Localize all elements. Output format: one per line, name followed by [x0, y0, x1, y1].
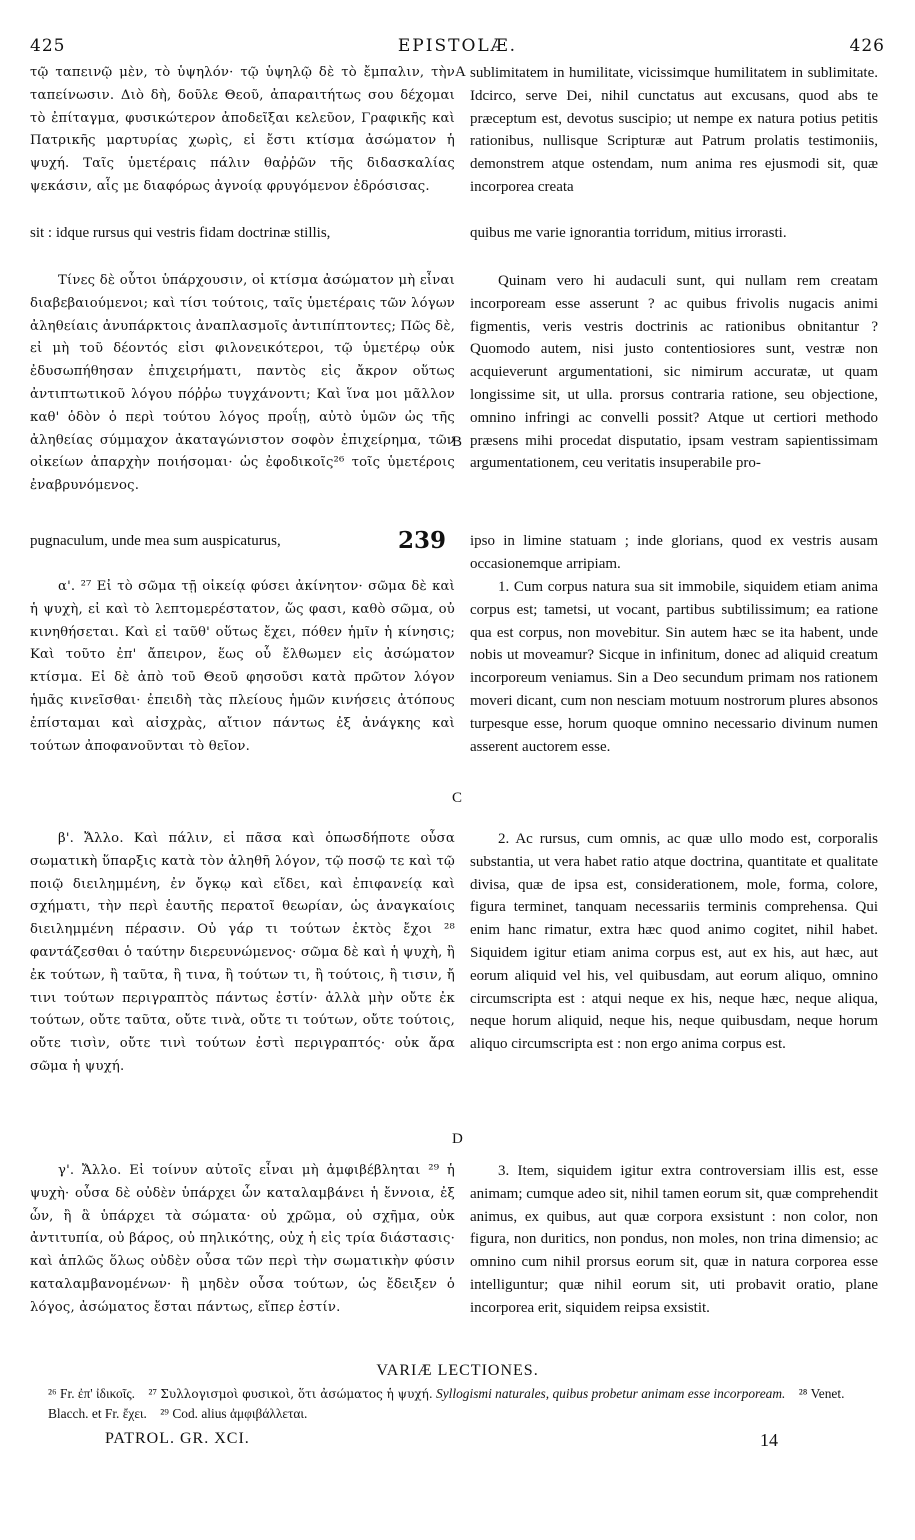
note-number: ²⁹	[160, 1406, 169, 1421]
latin-column-block-2	[470, 270, 878, 475]
margin-marker-d: D	[452, 1131, 463, 1147]
greek-paragraph: τῷ ταπεινῷ μὲν, τὸ ὑψηλόν· τῷ ὑψηλῷ δὲ τὸ ἔμπαλιν, τὴν ταπείνωσιν. Διὸ δὴ, δοῦλε Θεοῦ, ἀπαραιτήτως σου δέχομαι τὸ ἐπίταγμα, φυσικώτερον ἀποδεῖξαι κελεῦον, Γραφικῆς καὶ Πατρικῆς μαρτυρίας χωρὶς, εἰ ἔστι κτίσμα ἀσώματον ἡ ψυχή. Ταῖς ὑμετέραις πάλιν θαῤῥῶν τῆς διδασκαλίας ψεκάσιν, αἷς με διαφόρως ἀγνοίᾳ φρυγόμενον ἐδρόσισας.	[30, 65, 455, 194]
note-number: ²⁸	[798, 1386, 808, 1401]
column-number: 239	[398, 527, 447, 554]
note-text-latin: Syllogismi naturales, quibus probetur animam esse incorpoream.	[436, 1386, 786, 1401]
greek-paragraph: α'. ²⁷ Εἰ τὸ σῶμα τῇ οἰκείᾳ φύσει ἀκίνητον· σῶμα δὲ καὶ ἡ ψυχὴ, εἰ καὶ τὸ λεπτομερέστατον, ὥς φασι, καθὸ σῶμα, οὐ κινηθήσεται. Καὶ εἰ ταῦθ' οὕτως ἔχει, πόθεν ἡμῖν ἡ κίνησις; Καὶ τοῦτο ἐπ' ἄπειρον, ἕως οὗ ἔλθωμεν εἰς ἀσώματον κτίσμα. Εἰ δὲ ἀπὸ τοῦ Θεοῦ φησοῦσι κατὰ πρῶτον λόγον ἡμᾶς κινεῖσθαι· ἐπειδὴ τὰς πλείους ἡμῶν κινήσεις ἀτόπους ἐπίσταμαι καὶ αἰσχρὰς, αἴτιον πάντως ἐξ ἀνάγκης καὶ τούτων ἀποφανοῦνται τὸ θεῖον.	[30, 579, 455, 754]
greek-column-block-2	[30, 270, 455, 498]
note-number: ²⁷	[148, 1386, 158, 1401]
latin-paragraph: 1. Cum corpus natura sua sit immobile, siquidem etiam anima corpus est; tametsi, ut vocant, partibus subtilissimum; ea ratione qua est corpus, non movebitur. Sin autem hæc se ita habent, unde nobis ut moveamur? Sicque in infinitum, donec ad aliquid creatum incorporeum veniamus. Sin a Deo secundum primam nos rationem moveri dicant, cum non nesciam motuum nostrorum plures absonos turpesque esse, horum quoque omnino necessario divinum numen asserent auctorem esse.	[470, 579, 878, 755]
footer-signature: 14	[760, 1430, 778, 1450]
note-text: Venet. Blacch. et Fr. ἔχει.	[48, 1386, 845, 1421]
footer-series: PATROL. GR. XCI.	[105, 1430, 250, 1447]
latin-paragraph: Quinam vero hi audaculi sunt, qui nullam rem creatam incorpoream esse asserunt ? ac quibus frivolis nugacis animi figmentis, veris vestris doctrinis ac rationibus obnitantur ? Quomodo autem, nisi justo contentiosiores sunt, vestræ non acquieverunt argumentationi, sic nimirum accuratæ, ut quam longissime sit, ut ulla. prorsus contraria ratione, seu objectione, omnino infringi ac convelli possit? Atque ut certiori methodo præsens mihi procedat disputatio, ipsam vestram sapientissimam argumentationem, ceu veritatis insuperabile pro-	[470, 273, 878, 472]
greek-column-block-1	[30, 62, 455, 199]
note-text: Cod. alius ἀμφιβάλλεται.	[172, 1406, 308, 1421]
latin-paragraph: 3. Item, siquidem igitur extra controversiam illis est, esse animam; cumque adeo sit, nihil tamen eorum sit, quæ comprehendit animus, ex quibus, aut quæ corpora exsistunt : non color, non figura, non duritics, non pondus, non moles, non trina dimensio; ac omnino cum nihil prorsus eorum sit, quæ in natura corporea esse intelliguntur; quæ nihil eorum sit, uti probavit oratio, plane incorporea erit, siquidem reipsa exsistit.	[470, 1163, 878, 1316]
latin-column-block-4	[470, 828, 878, 1056]
latin-column-block-3	[470, 576, 878, 758]
note-number: ²⁶	[48, 1386, 57, 1401]
latin-column-block-1	[470, 62, 878, 199]
spanning-line-left-2: pugnaculum, unde mea sum auspicaturus,	[30, 533, 281, 549]
spanning-line-left: sit : idque rursus qui vestris fidam doctrinæ stillis,	[30, 225, 331, 241]
latin-paragraph: 2. Ac rursus, cum omnis, ac quæ ullo modo est, corporalis substantia, ut vera habet ratio atque doctrina, quantitate et qualitate divisa, quæ de ipsa est, considerationem, mole, forma, colore, figura terminet, tanquam necessariis terminis comprehensa. Qui enim hanc rimatur, extra hæc quod animo cogitet, nihil habet. Siquidem igitur etiam anima corpus est, aut ex his, aut hæc, aut eorum aliquid vel his, vel quibusdam, aut eorum aliquo, omnino circumscripta est : atqui neque ex his, neque hæc, neque aliqua, neque horum aliquid, neque his, neque quibusdam, neque horum aliquo circumscripta est : non ergo anima corpus est.	[470, 831, 878, 1053]
greek-paragraph: β'. Ἄλλο. Καὶ πάλιν, εἰ πᾶσα καὶ ὁπωσδήποτε οὖσα σωματικὴ ὕπαρξις κατὰ τὸν ἀληθῆ λόγον, τῷ ποσῷ τε καὶ τῷ ποιῷ διειλημμένη, ἐν ὄγκῳ καὶ εἴδει, καὶ ἐπιφανείᾳ καὶ σχήματι, τὴν περὶ ἑαυτῆς περατοῖ θεωρίαν, ὡς ἀναγκαίοις διειλημμένη πέρασιν. Οὐ γάρ τι τούτων ἐκτὸς ἔχοι ²⁸ φαντάζεσθαι ὁ ταύτην διερευνώμενος· σῶμα δὲ καὶ ἡ ψυχὴ, ἢ ἐκ τούτων, ἢ ταῦτα, ἢ τινα, ἢ τούτων τι, ἢ τούτοις, ἢ τισιν, ἤ τινι τούτων περιγραπτὸς πάντως ἐστίν· ἀλλὰ μὴν οὔτε ἐκ τούτων, οὔτε ταῦτα, οὔτε τινὰ, οὔτε τι τούτων, οὔτε τούτοις, οὔτε τισὶν, οὔτε τινὶ τούτων ἐστὶ περιγραπτός· οὐκ ἄρα σῶμα ἡ ψυχή.	[30, 831, 455, 1074]
variae-lectiones-notes	[48, 1384, 886, 1423]
greek-column-block-4	[30, 828, 455, 1079]
right-page-number: 426	[849, 36, 885, 56]
latin-column-block-5	[470, 1160, 878, 1320]
spanning-line-right: quibus me varie ignorantia torridum, mitius irrorasti.	[470, 225, 787, 241]
note-text-greek: Συλλογισμοὶ φυσικοὶ, ὅτι ἀσώματος ἡ ψυχή.	[160, 1387, 433, 1401]
variae-lectiones-title: VARIÆ LECTIONES.	[376, 1362, 539, 1379]
greek-column-block-3	[30, 576, 455, 758]
latin-paragraph: sublimitatem in humilitate, vicissimque humilitatem in sublimitate. Idcirco, serve Dei, nihil cunctatus aut excusans, quod abs te præceptum est, devotus suscipio; ut nempe ex natura potius petitis rationibus, nullisque Scripturæ aut Patrum prolatis testimoniis, demonstrem atque ostendam, num anima res ejusmodi sit, quæ incorporea creata	[470, 65, 878, 195]
running-title: EPISTOLÆ.	[397, 36, 518, 56]
spanning-line-right-2: ipso in limine statuam ; inde glorians, quod ex vestris ausam occasionemque arripiam.	[470, 533, 878, 572]
note-text: Fr. ἐπ' ἰδικοῖς.	[60, 1386, 135, 1401]
greek-paragraph: γ'. Ἄλλο. Εἰ τοίνυν αὐτοῖς εἶναι μὴ ἀμφιβέβληται ²⁹ ἡ ψυχὴ· οὖσα δὲ οὐδὲν ὑπάρχει ὧν καταλαμβάνει ἡ ἔννοια, ἐξ ὧν, ἢ ἃ ὑπάρχει τὰ σώματα· οὐ χρῶμα, οὐ σχῆμα, οὐκ ἀντιτυπία, οὐ βάρος, οὐ πηλικότης, οὐχ ἡ εἰς τρία διάστασις· καὶ ἁπλῶς ὅλως οὐδὲν οὖσα τῶν περὶ τὴν σωματικὴν φύσιν καταλαμβανομένων· ἢ μηδὲν οὖσα τούτων, ὡς ἔδειξεν ὁ λόγος, ἀσώματος ἔσται πάντως, εἴπερ ἐστίν.	[30, 1163, 455, 1315]
left-page-number: 425	[30, 36, 66, 56]
greek-column-block-5	[30, 1160, 455, 1320]
margin-marker-b: B	[452, 434, 463, 450]
margin-marker-a: A	[455, 64, 466, 80]
margin-marker-c: C	[452, 790, 463, 806]
greek-paragraph: Τίνες δὲ οὗτοι ὑπάρχουσιν, οἱ κτίσμα ἀσώματον μὴ εἶναι διαβεβαιούμενοι; καὶ τίσι τούτοις, ταῖς ὑμετέραις τῶν λόγων ἀληθείαις ἀνυπάρκτοις ἀναπλασμοῖς ἀντιπίπτοντες; Πῶς δὲ, εἰ μὴ τοῦ δέοντός εἰσι φιλονεικότεροι, τῷ ὑμετέρῳ οὐκ ἐδυσωπήθησαν ἐπιχειρήματι, παντὸς εἰς ἄκρον οὕτως ἀντιπτωτικοῦ λόγου πόῤῥω τυγχάνοντι; Καὶ ἵνα μοι μᾶλλον καθ' ὁδὸν ὁ περὶ τούτου λόγος προΐῃ, αὐτὸ ὑμῶν ὡς τῆς ἀληθείας σύμμαχον ἀκαταγώνιστον σοφὸν ἐπιχείρημα, τῶν οἰκείων ἀπαρχὴν ποιήσομαι· ὡς ἐφοδικοῖς²⁶ τοῖς ὑμετέροις ἐναβρυνόμενος.	[30, 273, 455, 494]
